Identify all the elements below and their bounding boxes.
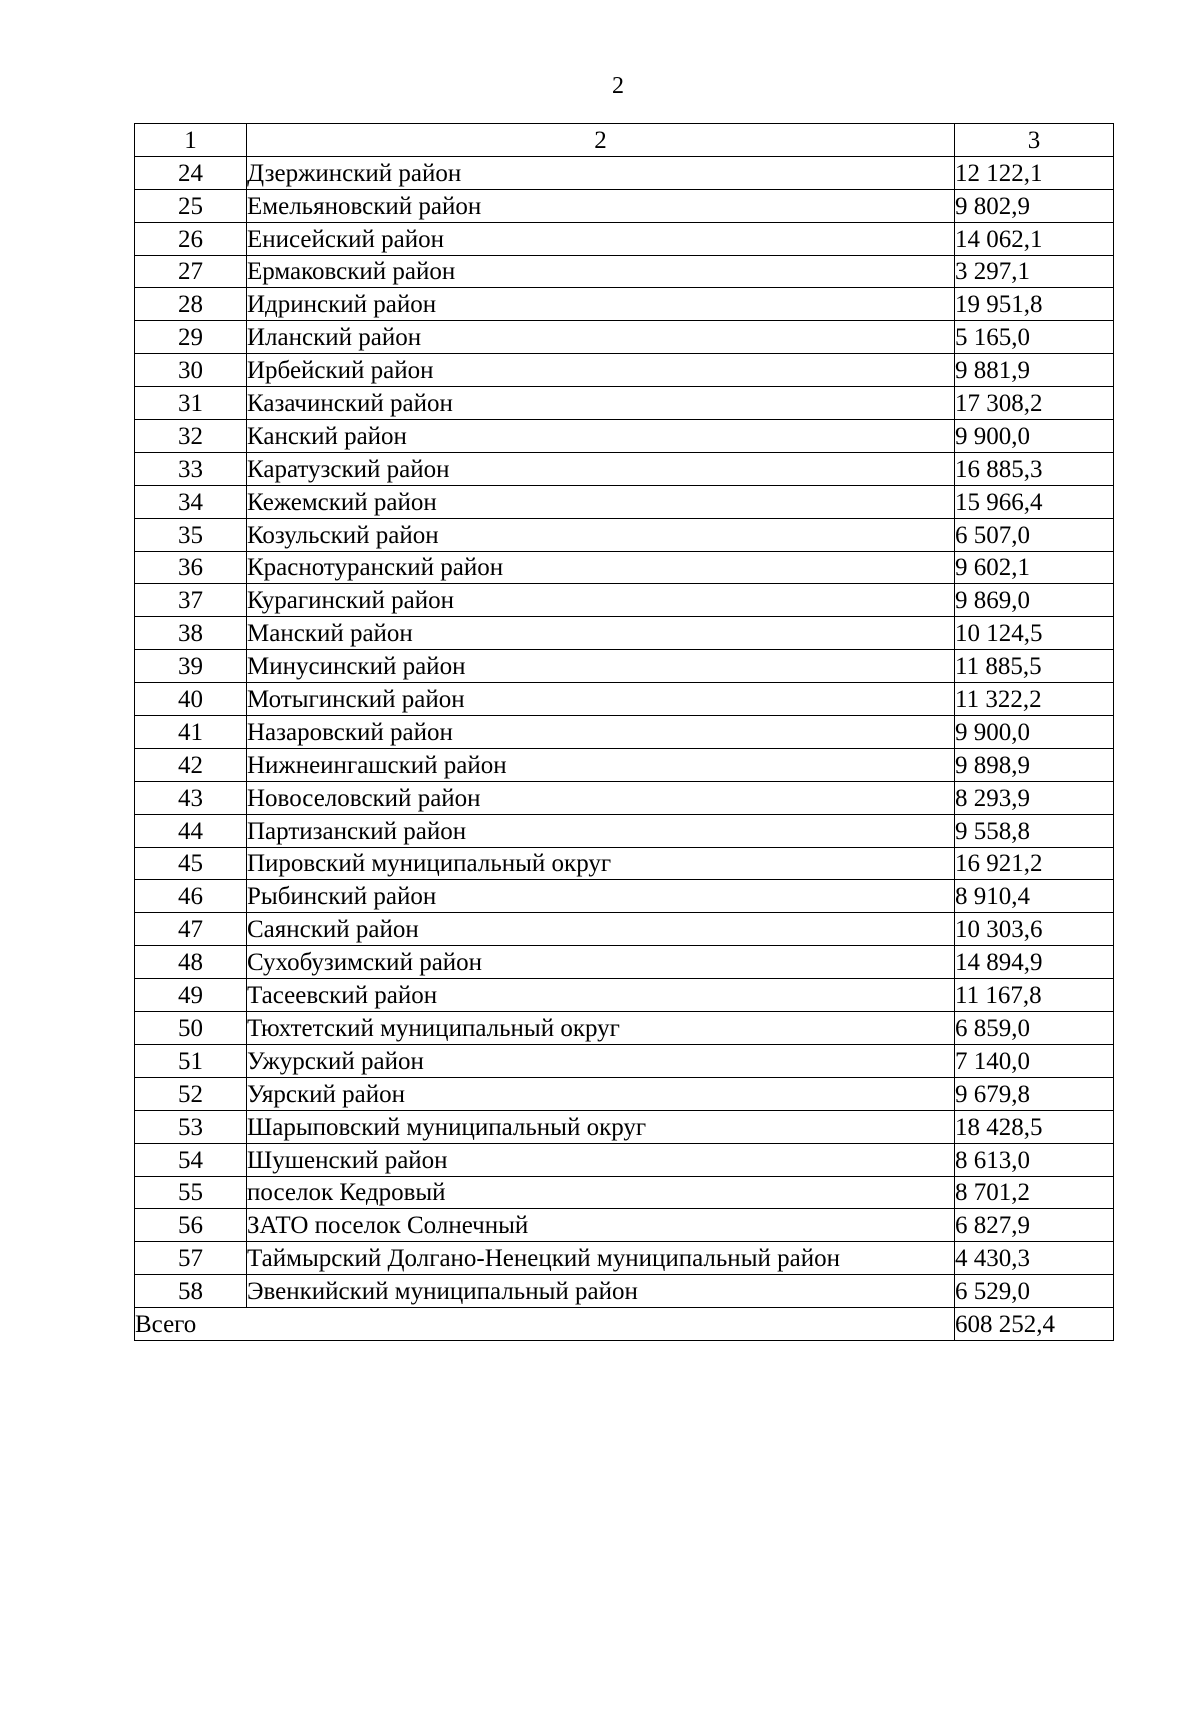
row-number-cell: 38: [135, 617, 247, 650]
amount-cell: 9 898,9: [955, 748, 1114, 781]
column-header-value: 3: [955, 124, 1114, 157]
row-number-cell: 53: [135, 1110, 247, 1143]
table-row: [135, 716, 1114, 749]
municipality-name-cell: Нижнеингашский район: [247, 748, 955, 781]
table-row: [135, 1242, 1114, 1275]
row-number-cell: 48: [135, 946, 247, 979]
table-row: [135, 847, 1114, 880]
row-number-cell: 42: [135, 748, 247, 781]
table-row: [135, 452, 1114, 485]
row-number-cell: 28: [135, 288, 247, 321]
amount-cell: 14 062,1: [955, 222, 1114, 255]
row-number-cell: 51: [135, 1044, 247, 1077]
row-number-cell: 44: [135, 814, 247, 847]
municipality-name-cell: Казачинский район: [247, 387, 955, 420]
table-row: [135, 1143, 1114, 1176]
table-row: [135, 1077, 1114, 1110]
municipality-name-cell: Кежемский район: [247, 485, 955, 518]
table-row: [135, 156, 1114, 189]
amount-cell: 11 167,8: [955, 979, 1114, 1012]
municipality-name-cell: ЗАТО поселок Солнечный: [247, 1209, 955, 1242]
row-number-cell: 43: [135, 781, 247, 814]
table-row: [135, 1110, 1114, 1143]
municipality-name-cell: поселок Кедровый: [247, 1176, 955, 1209]
municipality-name-cell: Пировский муниципальный округ: [247, 847, 955, 880]
table-row: [135, 387, 1114, 420]
amount-cell: 9 900,0: [955, 716, 1114, 749]
table-row: [135, 617, 1114, 650]
table-row: [135, 1012, 1114, 1045]
amount-cell: 9 900,0: [955, 420, 1114, 453]
row-number-cell: 35: [135, 518, 247, 551]
municipality-name-cell: Тасеевский район: [247, 979, 955, 1012]
row-number-cell: 34: [135, 485, 247, 518]
row-number-cell: 24: [135, 156, 247, 189]
amount-cell: 6 507,0: [955, 518, 1114, 551]
municipality-name-cell: Тюхтетский муниципальный округ: [247, 1012, 955, 1045]
amount-cell: 15 966,4: [955, 485, 1114, 518]
total-label-cell: Всего: [135, 1308, 955, 1341]
table-row: [135, 1044, 1114, 1077]
municipality-name-cell: Дзержинский район: [247, 156, 955, 189]
municipality-name-cell: Идринский район: [247, 288, 955, 321]
column-header-name: 2: [247, 124, 955, 157]
row-number-cell: 33: [135, 452, 247, 485]
amount-cell: 6 827,9: [955, 1209, 1114, 1242]
amount-cell: 11 885,5: [955, 650, 1114, 683]
table-body: [135, 124, 1114, 1341]
table-row: [135, 584, 1114, 617]
table-row: [135, 321, 1114, 354]
table-row: [135, 814, 1114, 847]
municipality-name-cell: Новоселовский район: [247, 781, 955, 814]
row-number-cell: 25: [135, 189, 247, 222]
total-row: [135, 1308, 1114, 1341]
row-number-cell: 47: [135, 913, 247, 946]
header-row: [135, 124, 1114, 157]
row-number-cell: 27: [135, 255, 247, 288]
amount-cell: 3 297,1: [955, 255, 1114, 288]
table-row: [135, 946, 1114, 979]
row-number-cell: 37: [135, 584, 247, 617]
amount-cell: 9 869,0: [955, 584, 1114, 617]
amount-cell: 7 140,0: [955, 1044, 1114, 1077]
municipality-name-cell: Иланский район: [247, 321, 955, 354]
table-row: [135, 518, 1114, 551]
table-row: [135, 1176, 1114, 1209]
municipality-name-cell: Таймырский Долгано-Ненецкий муниципальный район: [247, 1242, 955, 1275]
municipality-name-cell: Уярский район: [247, 1077, 955, 1110]
table-row: [135, 1209, 1114, 1242]
amount-cell: 16 921,2: [955, 847, 1114, 880]
row-number-cell: 57: [135, 1242, 247, 1275]
municipality-name-cell: Каратузский район: [247, 452, 955, 485]
municipality-name-cell: Краснотуранский район: [247, 551, 955, 584]
total-amount-cell: 608 252,4: [955, 1308, 1114, 1341]
municipality-name-cell: Мотыгинский район: [247, 683, 955, 716]
municipality-name-cell: Рыбинский район: [247, 880, 955, 913]
amount-cell: 14 894,9: [955, 946, 1114, 979]
row-number-cell: 55: [135, 1176, 247, 1209]
table-row: [135, 913, 1114, 946]
row-number-cell: 41: [135, 716, 247, 749]
amount-cell: 5 165,0: [955, 321, 1114, 354]
amount-cell: 19 951,8: [955, 288, 1114, 321]
row-number-cell: 36: [135, 551, 247, 584]
municipality-name-cell: Шарыповский муниципальный округ: [247, 1110, 955, 1143]
table-row: [135, 354, 1114, 387]
table-row: [135, 683, 1114, 716]
table-row: [135, 485, 1114, 518]
table-row: [135, 189, 1114, 222]
row-number-cell: 39: [135, 650, 247, 683]
row-number-cell: 26: [135, 222, 247, 255]
table-row: [135, 1275, 1114, 1308]
row-number-cell: 50: [135, 1012, 247, 1045]
municipality-name-cell: Козульский район: [247, 518, 955, 551]
table-row: [135, 880, 1114, 913]
row-number-cell: 58: [135, 1275, 247, 1308]
row-number-cell: 32: [135, 420, 247, 453]
row-number-cell: 46: [135, 880, 247, 913]
municipality-name-cell: Саянский район: [247, 913, 955, 946]
table-row: [135, 781, 1114, 814]
amount-cell: 8 910,4: [955, 880, 1114, 913]
table-row: [135, 288, 1114, 321]
row-number-cell: 29: [135, 321, 247, 354]
amount-cell: 8 293,9: [955, 781, 1114, 814]
amount-cell: 4 430,3: [955, 1242, 1114, 1275]
amount-cell: 9 802,9: [955, 189, 1114, 222]
municipality-name-cell: Манский район: [247, 617, 955, 650]
table-row: [135, 420, 1114, 453]
amount-cell: 12 122,1: [955, 156, 1114, 189]
amount-cell: 17 308,2: [955, 387, 1114, 420]
row-number-cell: 31: [135, 387, 247, 420]
table-row: [135, 979, 1114, 1012]
amount-cell: 6 529,0: [955, 1275, 1114, 1308]
table-row: [135, 650, 1114, 683]
amount-cell: 8 701,2: [955, 1176, 1114, 1209]
row-number-cell: 52: [135, 1077, 247, 1110]
row-number-cell: 49: [135, 979, 247, 1012]
table-row: [135, 551, 1114, 584]
row-number-cell: 45: [135, 847, 247, 880]
row-number-cell: 56: [135, 1209, 247, 1242]
table-row: [135, 222, 1114, 255]
amount-cell: 10 303,6: [955, 913, 1114, 946]
amount-cell: 18 428,5: [955, 1110, 1114, 1143]
amount-cell: 11 322,2: [955, 683, 1114, 716]
allocation-table: [134, 123, 1114, 1341]
table-row: [135, 748, 1114, 781]
amount-cell: 10 124,5: [955, 617, 1114, 650]
table-row: [135, 255, 1114, 288]
amount-cell: 9 881,9: [955, 354, 1114, 387]
municipality-name-cell: Ирбейский район: [247, 354, 955, 387]
municipality-name-cell: Сухобузимский район: [247, 946, 955, 979]
amount-cell: 16 885,3: [955, 452, 1114, 485]
column-header-number: 1: [135, 124, 247, 157]
row-number-cell: 30: [135, 354, 247, 387]
amount-cell: 9 558,8: [955, 814, 1114, 847]
row-number-cell: 40: [135, 683, 247, 716]
amount-cell: 9 602,1: [955, 551, 1114, 584]
page-number: 2: [612, 73, 624, 99]
amount-cell: 8 613,0: [955, 1143, 1114, 1176]
municipality-name-cell: Ужурский район: [247, 1044, 955, 1077]
municipality-name-cell: Назаровский район: [247, 716, 955, 749]
amount-cell: 6 859,0: [955, 1012, 1114, 1045]
municipality-name-cell: Эвенкийский муниципальный район: [247, 1275, 955, 1308]
municipality-name-cell: Емельяновский район: [247, 189, 955, 222]
municipality-name-cell: Минусинский район: [247, 650, 955, 683]
amount-cell: 9 679,8: [955, 1077, 1114, 1110]
municipality-name-cell: Шушенский район: [247, 1143, 955, 1176]
municipality-name-cell: Канский район: [247, 420, 955, 453]
row-number-cell: 54: [135, 1143, 247, 1176]
municipality-name-cell: Ермаковский район: [247, 255, 955, 288]
municipality-name-cell: Енисейский район: [247, 222, 955, 255]
municipality-name-cell: Курагинский район: [247, 584, 955, 617]
municipality-name-cell: Партизанский район: [247, 814, 955, 847]
